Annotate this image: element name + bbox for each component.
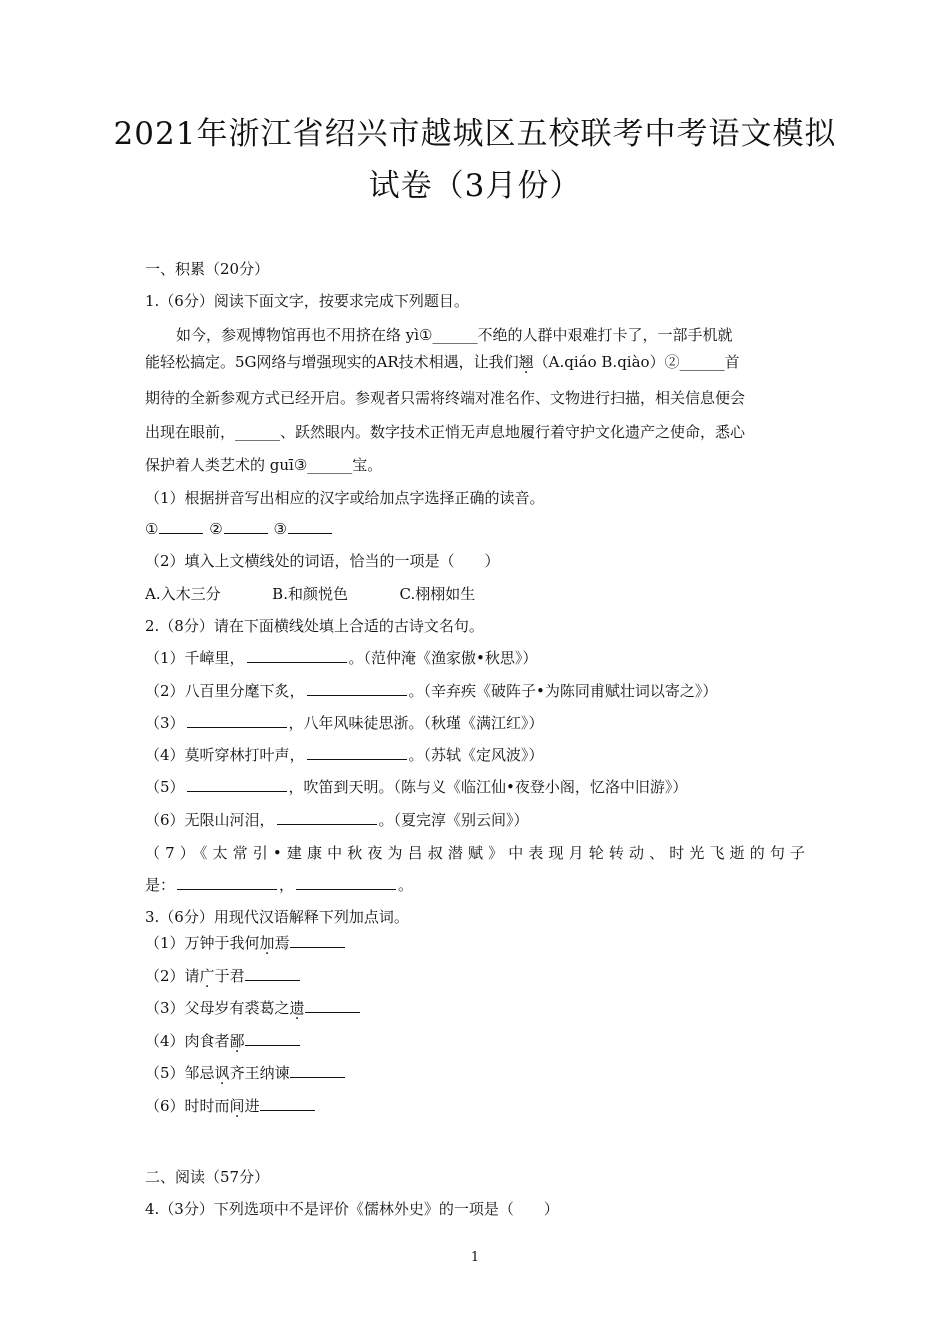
q3-blank-5[interactable] <box>290 1063 345 1078</box>
q3-blank-2[interactable] <box>245 966 300 981</box>
document-title-line2: 试卷（3月份） <box>368 168 582 204</box>
dotted-char: 间 <box>229 1097 245 1115</box>
answer-mark-1: ① <box>145 520 159 538</box>
q1-sub1: （1）根据拼音写出相应的汉字或给加点字选择正确的读音。 <box>145 489 545 507</box>
q3-item-5 <box>145 1063 345 1083</box>
q3-blank-3[interactable] <box>305 998 360 1013</box>
q1-passage-line2 <box>145 352 740 372</box>
page-number: 1 <box>470 1250 480 1265</box>
q2-l3-suffix: ，八年风味徒思浙。（秋瑾《满江红》） <box>288 714 544 732</box>
q1-sub2: （2）填入上文横线处的词语，恰当的一项是（ ） <box>145 552 500 570</box>
q2-line-3 <box>145 713 544 733</box>
answer-blank-1[interactable] <box>159 519 203 534</box>
q2-blank-3[interactable] <box>187 713 287 728</box>
q3-item-4-pre: （4）肉食者 <box>145 1032 230 1050</box>
q2-l2-prefix: （2）八百里分麾下炙， <box>145 682 305 700</box>
q3-blank-4[interactable] <box>245 1031 300 1046</box>
q3-item-1-pre: （1）万钟于我何 <box>145 934 260 952</box>
q3-item-5-post: 齐王纳谏 <box>229 1064 290 1082</box>
q1-passage-line4: 出现在眼前，______、跃然眼内。数字技术正悄无声息地履行着守护文化遗产之使命，悉心 <box>145 423 746 441</box>
q3-item-1-post: 焉 <box>274 934 290 952</box>
q3-item-3-pre: （3）父母岁有裘葛之 <box>145 999 290 1017</box>
q2-blank-2[interactable] <box>307 681 407 696</box>
dotted-char: 讽 <box>214 1064 230 1082</box>
q3-item-2-post: 于君 <box>214 967 245 985</box>
q1-sub1-answer-line <box>145 519 333 539</box>
question-3-header: 3.（6分）用现代汉语解释下列加点词。 <box>145 908 409 926</box>
dotted-char: 广 <box>199 967 215 985</box>
q1-options <box>145 584 475 604</box>
q2-blank-4[interactable] <box>307 745 407 760</box>
q2-line-7-answer <box>145 875 413 895</box>
dotted-char-qiao: 翘 <box>518 353 534 371</box>
q3-blank-1[interactable] <box>290 933 345 948</box>
q2-l7-suffix: 。 <box>398 876 414 894</box>
question-4-header: 4.（3分）下列选项中不是评价《儒林外史》的一项是（ ） <box>145 1200 559 1218</box>
q2-blank-5[interactable] <box>187 777 287 792</box>
q2-blank-6[interactable] <box>277 810 377 825</box>
q2-l6-prefix: （6）无限山河泪， <box>145 811 275 829</box>
answer-mark-2: ② <box>209 520 223 538</box>
q2-l3-prefix: （3） <box>145 714 185 732</box>
q3-item-2 <box>145 966 300 986</box>
q2-line-1 <box>145 648 537 668</box>
q3-item-6-post: 进 <box>244 1097 260 1115</box>
q2-blank-7a[interactable] <box>177 875 277 890</box>
dotted-char: 加 <box>259 934 275 952</box>
q3-item-1 <box>145 933 345 953</box>
q3-item-3 <box>145 998 360 1018</box>
q3-item-5-pre: （5）邹忌 <box>145 1064 215 1082</box>
question-2-header: 2.（8分）请在下面横线处填上合适的古诗文名句。 <box>145 617 484 635</box>
q2-l6-suffix: 。（夏完淳《别云间》） <box>378 811 529 829</box>
q2-line-6 <box>145 810 529 830</box>
q2-l4-prefix: （4）莫听穿林打叶声， <box>145 746 305 764</box>
q2-l5-prefix: （5） <box>145 778 185 796</box>
option-a: A.入木三分 <box>145 585 221 603</box>
q2-blank-7b[interactable] <box>296 875 396 890</box>
q2-l7-prefix: 是： <box>145 876 176 894</box>
q1-passage-line2-start: 能轻松搞定。5G网络与增强现实的AR技术相遇，让我们 <box>145 353 519 371</box>
q3-item-4 <box>145 1031 300 1051</box>
document-title-line1: 2021年浙江省绍兴市越城区五校联考中考语文模拟 <box>113 116 837 152</box>
section-heading-accumulation: 一、积累（20分） <box>145 260 270 278</box>
q2-l4-suffix: 。（苏轼《定风波》） <box>408 746 544 764</box>
q1-passage-line3: 期待的全新参观方式已经开启。参观者只需将终端对准名作、文物进行扫描，相关信息便会 <box>145 389 746 407</box>
q3-blank-6[interactable] <box>260 1096 315 1111</box>
dotted-char: 遗 <box>289 999 305 1017</box>
q3-item-6 <box>145 1096 315 1116</box>
answer-blank-2[interactable] <box>224 519 268 534</box>
q1-passage-line2-end: （A.qiáo B.qiào）②______首 <box>533 353 740 371</box>
q2-l5-suffix: ，吹笛到天明。（陈与义《临江仙•夜登小阁，忆洛中旧游》） <box>288 778 688 796</box>
q1-passage-line1: 如今，参观博物馆再也不用挤在络 yì①______不绝的人群中艰难打卡了，一部手机就 <box>176 326 733 344</box>
answer-mark-3: ③ <box>273 520 287 538</box>
section-heading-reading: 二、阅读（57分） <box>145 1168 270 1186</box>
answer-blank-3[interactable] <box>288 519 332 534</box>
q2-line-2 <box>145 681 717 701</box>
option-b: B.和颜悦色 <box>272 585 348 603</box>
q2-line-7: （7）《太常引•建康中秋夜为吕叔潜赋》中表现月轮转动、时光飞逝的句子 <box>145 844 805 862</box>
q2-line-4 <box>145 745 544 765</box>
q3-item-2-pre: （2）请 <box>145 967 200 985</box>
q2-l1-suffix: 。（范仲淹《渔家傲•秋思》） <box>348 649 538 667</box>
q3-item-6-pre: （6）时时而 <box>145 1097 230 1115</box>
q2-blank-1[interactable] <box>247 648 347 663</box>
q1-passage-line5: 保护着人类艺术的 guī③______宝。 <box>145 456 383 474</box>
q2-l7-comma: ， <box>279 876 295 894</box>
question-1-header: 1.（6分）阅读下面文字，按要求完成下列题目。 <box>145 292 469 310</box>
q2-line-5 <box>145 777 687 797</box>
option-c: C.栩栩如生 <box>399 585 476 603</box>
q2-l1-prefix: （1）千嶂里， <box>145 649 245 667</box>
q2-l2-suffix: 。（辛弃疾《破阵子•为陈同甫赋壮词以寄之》） <box>408 682 718 700</box>
dotted-char: 鄙 <box>229 1032 245 1050</box>
